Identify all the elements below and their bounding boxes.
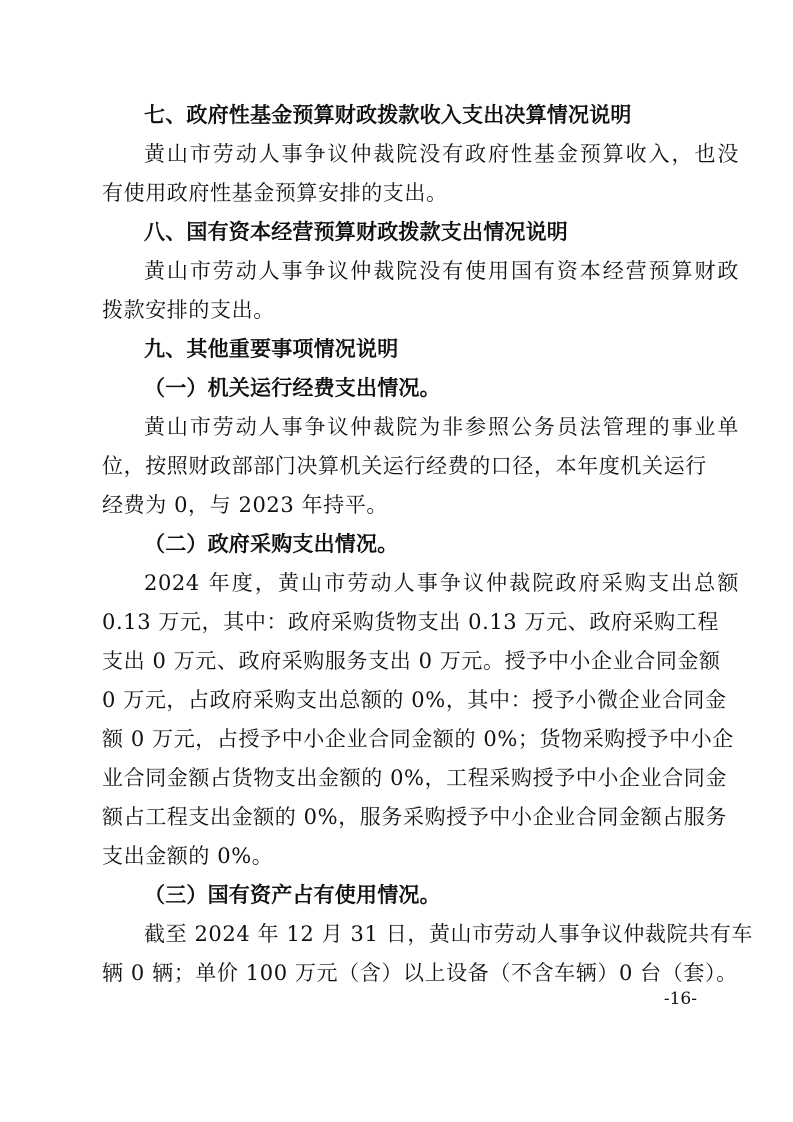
paragraph-line: 业合同金额占货物支出金额的 0%，工程采购授予中小企业合同金 xyxy=(102,766,727,790)
subsection-heading-1: （一）机关运行经费支出情况。 xyxy=(144,376,441,400)
section-heading-7: 七、政府性基金预算财政拨款收入支出决算情况说明 xyxy=(144,103,632,127)
subsection-heading-2: （二）政府采购支出情况。 xyxy=(144,532,399,556)
paragraph-line: 0 万元，占政府采购支出总额的 0%，其中：授予小微企业合同金 xyxy=(102,688,727,712)
paragraph-line: 位，按照财政部部门决算机关运行经费的口径，本年度机关运行 xyxy=(102,454,707,478)
paragraph-line: 黄山市劳动人事争议仲裁院没有政府性基金预算收入，也没 xyxy=(144,142,739,166)
paragraph-line: 黄山市劳动人事争议仲裁院没有使用国有资本经营预算财政 xyxy=(144,259,739,283)
section-heading-8: 八、国有资本经营预算财政拨款支出情况说明 xyxy=(144,220,568,244)
paragraph-line: 2024 年度，黄山市劳动人事争议仲裁院政府采购支出总额 xyxy=(144,571,739,595)
paragraph-line: 额占工程支出金额的 0%，服务采购授予中小企业合同金额占服务 xyxy=(102,805,727,829)
paragraph-line: 有使用政府性基金预算安排的支出。 xyxy=(102,181,448,205)
section-heading-9: 九、其他重要事项情况说明 xyxy=(144,337,399,361)
paragraph-line: 支出 0 万元、政府采购服务支出 0 万元。授予中小企业合同金额 xyxy=(102,649,721,673)
paragraph-line: 经费为 0，与 2023 年持平。 xyxy=(102,493,389,517)
paragraph-line: 0.13 万元，其中：政府采购货物支出 0.13 万元、政府采购工程 xyxy=(102,610,719,634)
paragraph-line: 拨款安排的支出。 xyxy=(102,298,275,322)
paragraph-line: 额 0 万元，占授予中小企业合同金额的 0%；货物采购授予中小企 xyxy=(102,727,734,751)
subsection-heading-3: （三）国有资产占有使用情况。 xyxy=(144,883,441,907)
page-number: -16- xyxy=(663,989,697,1009)
paragraph-line: 辆 0 辆；单价 100 万元（含）以上设备（不含车辆）0 台（套）。 xyxy=(102,961,738,985)
paragraph-line: 支出金额的 0%。 xyxy=(102,844,274,868)
paragraph-line: 黄山市劳动人事争议仲裁院为非参照公务员法管理的事业单 xyxy=(144,415,739,439)
paragraph-line: 截至 2024 年 12 月 31 日，黄山市劳动人事争议仲裁院共有车 xyxy=(144,922,753,946)
